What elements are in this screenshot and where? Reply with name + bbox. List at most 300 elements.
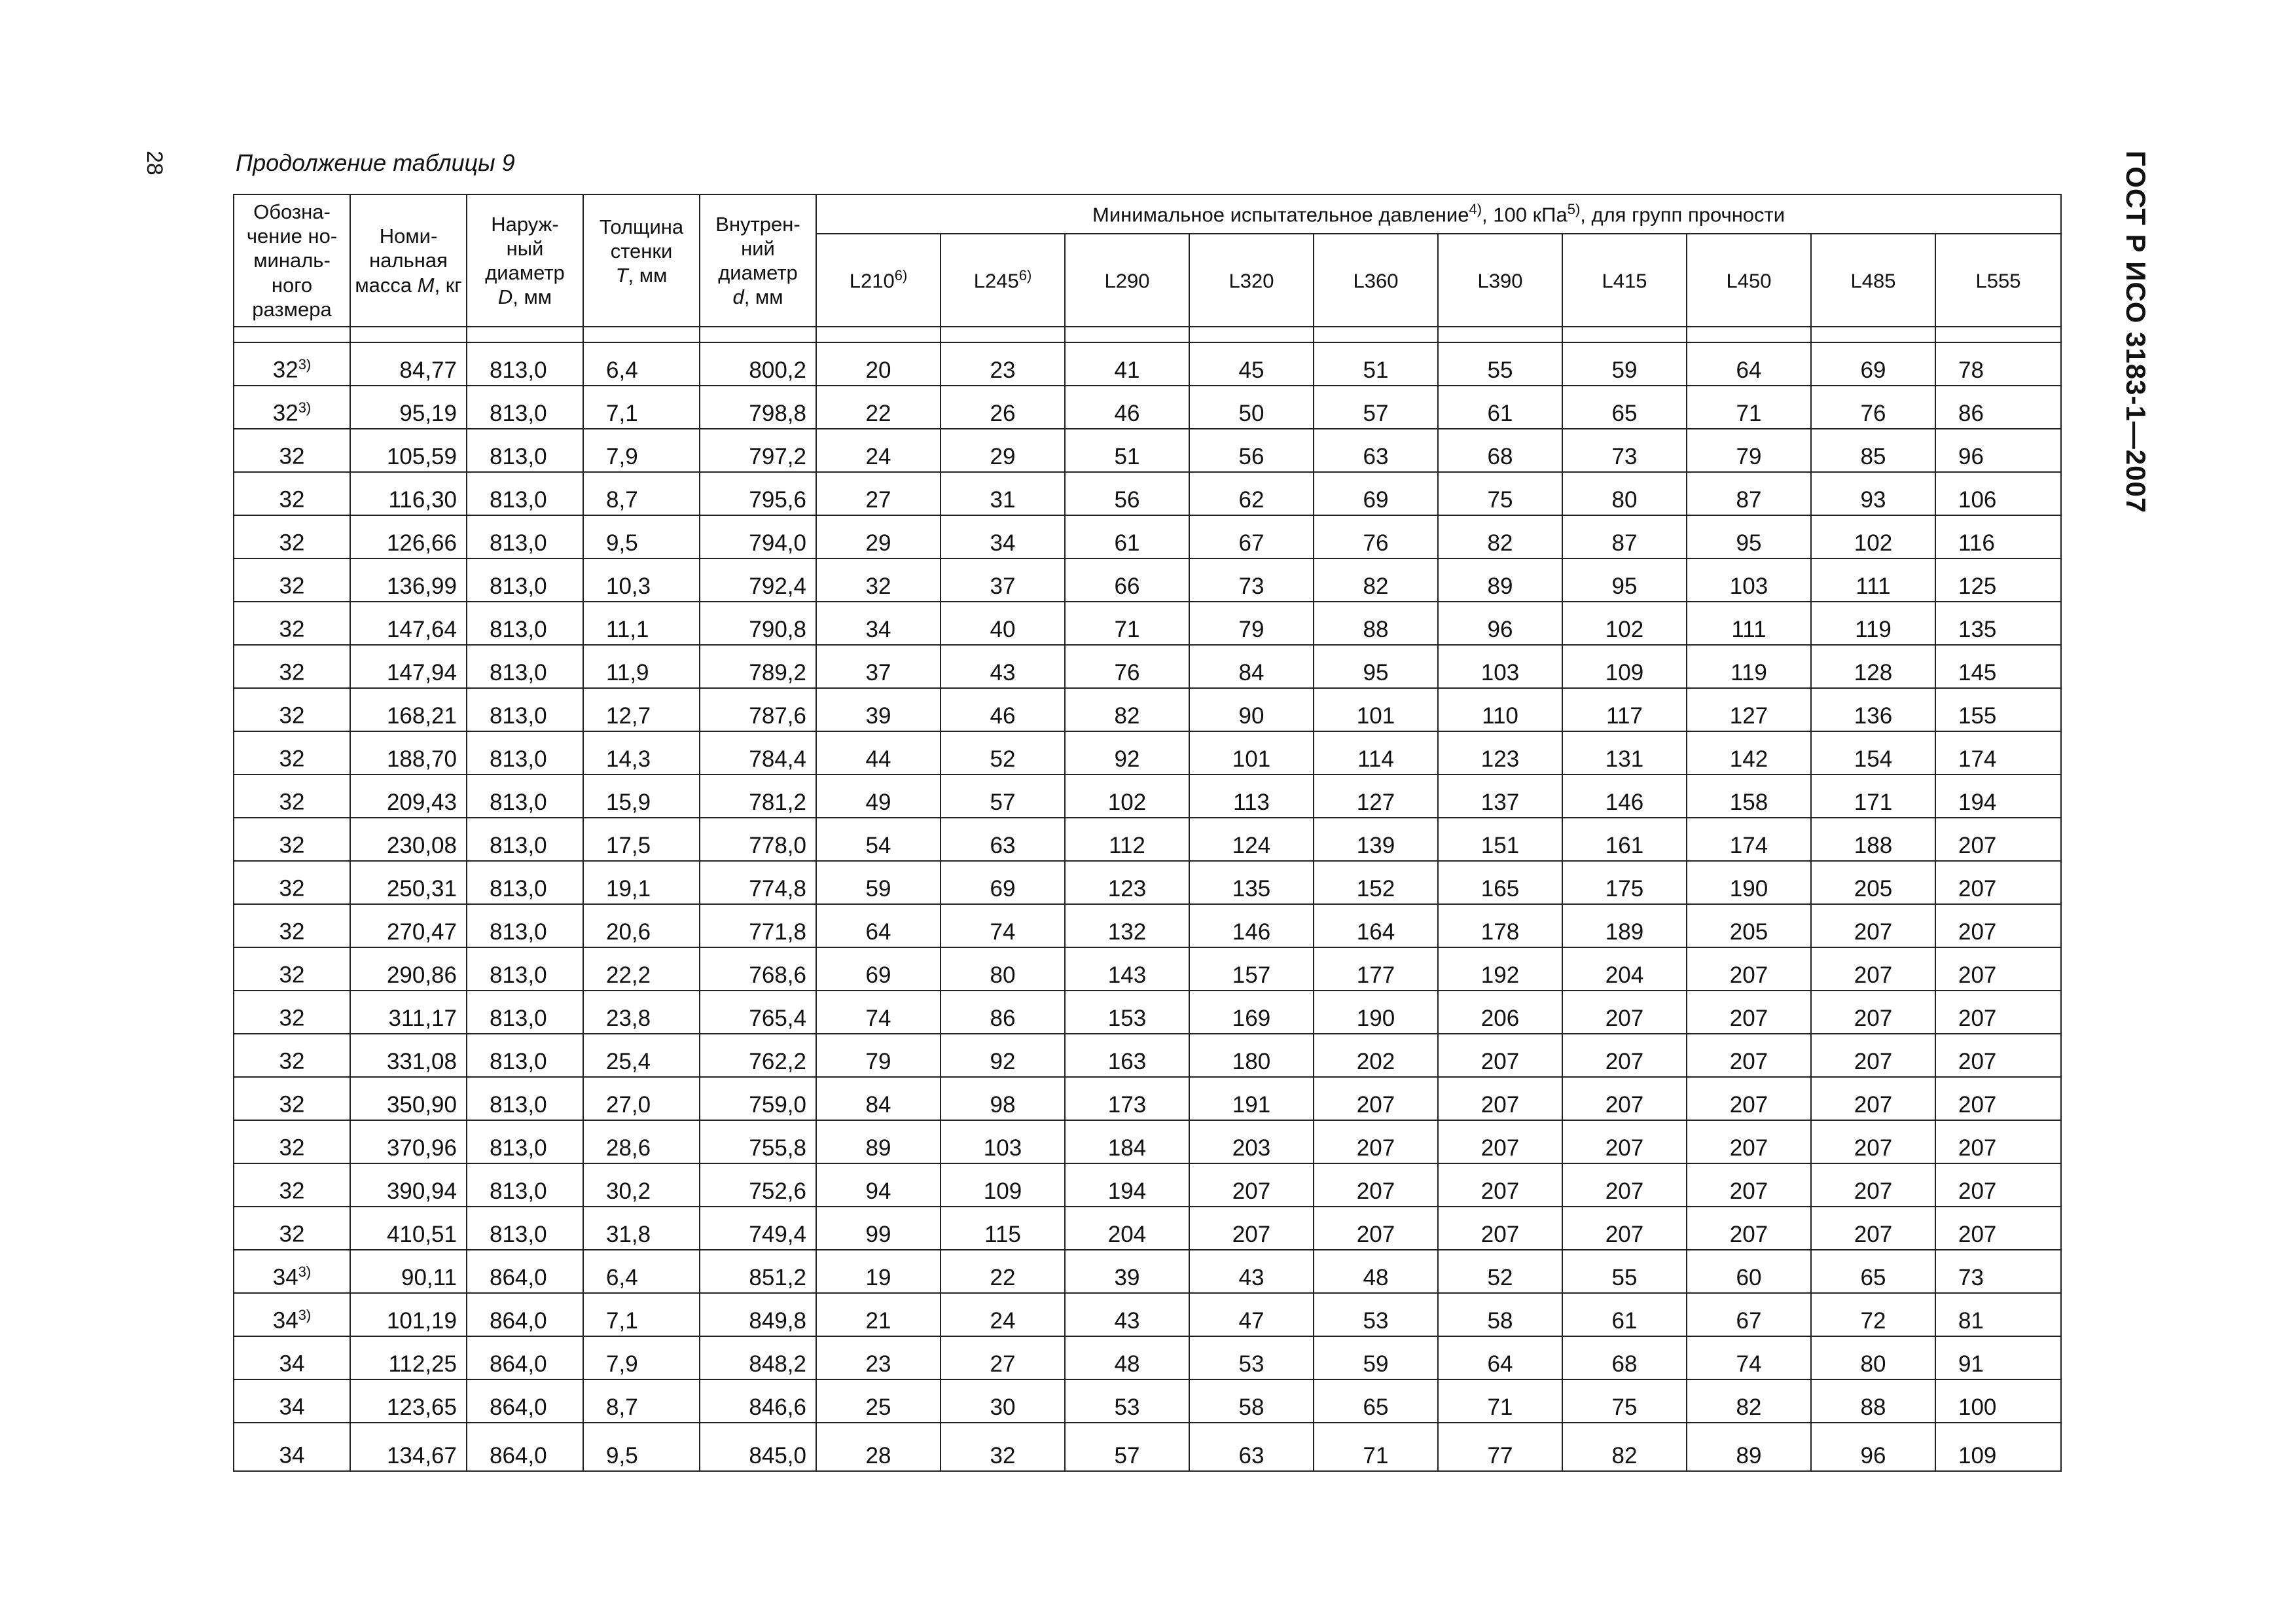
size-value: 32 — [279, 962, 305, 988]
cell-pressure-l555: 145 — [1935, 645, 2061, 688]
header-wall-thickness: Толщина стенки T, мм — [583, 194, 700, 327]
size-value: 32 — [279, 876, 305, 902]
cell-pressure-l360: 127 — [1314, 775, 1438, 818]
cell-mass: 136,99 — [350, 558, 467, 602]
cell-pressure-l485: 207 — [1811, 947, 1935, 991]
cell-pressure-l390: 110 — [1438, 688, 1562, 731]
cell-pressure-l360: 164 — [1314, 904, 1438, 947]
size-footnote: 3) — [298, 1264, 312, 1281]
cell-pressure-l320: 50 — [1189, 386, 1314, 429]
cell-pressure-l555: 100 — [1935, 1379, 2061, 1423]
cell-pressure-l360: 76 — [1314, 515, 1438, 558]
cell-pressure-l555: 207 — [1935, 1120, 2061, 1163]
cell-pressure-l320: 207 — [1189, 1207, 1314, 1250]
cell-mass: 90,11 — [350, 1250, 467, 1293]
table-row — [234, 861, 2061, 904]
cell-pressure-l210: 37 — [816, 645, 941, 688]
size-value: 32 — [279, 1092, 305, 1118]
size-value: 34 — [272, 1265, 298, 1290]
cell-outer-diameter: 813,0 — [467, 947, 583, 991]
cell-pressure-l415: 95 — [1562, 558, 1687, 602]
cell-pressure-l390: 207 — [1438, 1207, 1562, 1250]
cell-pressure-l245: 29 — [941, 429, 1065, 472]
cell-pressure-l245: 98 — [941, 1077, 1065, 1120]
cell-pressure-l450: 207 — [1687, 1163, 1811, 1207]
cell-pressure-l320: 47 — [1189, 1293, 1314, 1336]
header-mass: Номи- нальная масса M, кг — [350, 194, 467, 327]
table-row — [234, 688, 2061, 731]
cell-pressure-l415: 65 — [1562, 386, 1687, 429]
size-value: 32 — [272, 357, 298, 383]
cell-pressure-l450: 67 — [1687, 1293, 1811, 1336]
cell-pressure-l415: 207 — [1562, 1077, 1687, 1120]
cell-wall-thickness: 9,5 — [583, 1423, 700, 1471]
cell-pressure-l555: 207 — [1935, 1034, 2061, 1077]
size-value: 32 — [279, 1222, 305, 1247]
cell-size — [234, 1423, 350, 1471]
cell-wall-thickness: 30,2 — [583, 1163, 700, 1207]
cell-size — [234, 1336, 350, 1379]
cell-inner-diameter: 755,8 — [700, 1120, 816, 1163]
cell-pressure-l290: 61 — [1065, 515, 1189, 558]
cell-pressure-l415: 109 — [1562, 645, 1687, 688]
cell-pressure-l390: 206 — [1438, 991, 1562, 1034]
header-grade-l290: L290 — [1065, 234, 1189, 327]
cell-pressure-l450: 207 — [1687, 991, 1811, 1034]
cell-pressure-l210: 49 — [816, 775, 941, 818]
cell-wall-thickness: 31,8 — [583, 1207, 700, 1250]
cell-pressure-l390: 192 — [1438, 947, 1562, 991]
cell-pressure-l320: 45 — [1189, 342, 1314, 386]
table-row — [234, 515, 2061, 558]
cell-pressure-l485: 207 — [1811, 904, 1935, 947]
cell-pressure-l320: 67 — [1189, 515, 1314, 558]
table-row — [234, 645, 2061, 688]
cell-pressure-l415: 207 — [1562, 1120, 1687, 1163]
document-code: ГОСТ Р ИСО 3183-1—2007 — [2121, 151, 2151, 514]
header-grade-l245: L245$^{6)}$ — [941, 234, 1065, 327]
cell-pressure-l555: 207 — [1935, 1163, 2061, 1207]
cell-pressure-l245: 63 — [941, 818, 1065, 861]
cell-pressure-l450: 64 — [1687, 342, 1811, 386]
cell-pressure-l450: 190 — [1687, 861, 1811, 904]
cell-pressure-l320: 90 — [1189, 688, 1314, 731]
cell-pressure-l485: 69 — [1811, 342, 1935, 386]
cell-pressure-l415: 175 — [1562, 861, 1687, 904]
cell-pressure-l555: 96 — [1935, 429, 2061, 472]
cell-pressure-l290: 41 — [1065, 342, 1189, 386]
cell-inner-diameter: 794,0 — [700, 515, 816, 558]
cell-pressure-l290: 204 — [1065, 1207, 1189, 1250]
size-value: 32 — [279, 833, 305, 858]
cell-pressure-l555: 207 — [1935, 991, 2061, 1034]
size-value: 34 — [279, 1443, 305, 1468]
cell-pressure-l390: 178 — [1438, 904, 1562, 947]
cell-pressure-l320: 63 — [1189, 1423, 1314, 1471]
cell-pressure-l555: 81 — [1935, 1293, 2061, 1336]
cell-mass: 230,08 — [350, 818, 467, 861]
cell-pressure-l245: 109 — [941, 1163, 1065, 1207]
cell-pressure-l210: 74 — [816, 991, 941, 1034]
cell-pressure-l485: 136 — [1811, 688, 1935, 731]
cell-pressure-l450: 207 — [1687, 1207, 1811, 1250]
cell-pressure-l555: 125 — [1935, 558, 2061, 602]
cell-outer-diameter: 813,0 — [467, 991, 583, 1034]
cell-pressure-l415: 117 — [1562, 688, 1687, 731]
cell-wall-thickness: 15,9 — [583, 775, 700, 818]
cell-pressure-l415: 68 — [1562, 1336, 1687, 1379]
cell-pressure-l320: 191 — [1189, 1077, 1314, 1120]
cell-pressure-l450: 74 — [1687, 1336, 1811, 1379]
cell-pressure-l415: 59 — [1562, 342, 1687, 386]
cell-pressure-l290: 66 — [1065, 558, 1189, 602]
cell-size — [234, 775, 350, 818]
cell-pressure-l390: 103 — [1438, 645, 1562, 688]
cell-pressure-l485: 207 — [1811, 1163, 1935, 1207]
cell-size — [234, 1163, 350, 1207]
cell-outer-diameter: 813,0 — [467, 731, 583, 775]
cell-pressure-l210: 21 — [816, 1293, 941, 1336]
cell-pressure-l485: 188 — [1811, 818, 1935, 861]
cell-pressure-l360: 71 — [1314, 1423, 1438, 1471]
cell-pressure-l390: 137 — [1438, 775, 1562, 818]
cell-mass: 209,43 — [350, 775, 467, 818]
cell-pressure-l210: 34 — [816, 602, 941, 645]
cell-pressure-l320: 169 — [1189, 991, 1314, 1034]
pressure-table — [233, 194, 2062, 1472]
cell-pressure-l450: 207 — [1687, 1034, 1811, 1077]
cell-pressure-l290: 123 — [1065, 861, 1189, 904]
table-row — [234, 991, 2061, 1034]
table-row — [234, 1163, 2061, 1207]
cell-pressure-l390: 207 — [1438, 1163, 1562, 1207]
table-row — [234, 472, 2061, 515]
cell-pressure-l320: 203 — [1189, 1120, 1314, 1163]
cell-pressure-l290: 51 — [1065, 429, 1189, 472]
cell-pressure-l360: 53 — [1314, 1293, 1438, 1336]
header-grade-l415: L415 — [1562, 234, 1687, 327]
cell-wall-thickness: 7,9 — [583, 429, 700, 472]
size-value: 34 — [279, 1351, 305, 1377]
cell-inner-diameter: 848,2 — [700, 1336, 816, 1379]
cell-pressure-l415: 55 — [1562, 1250, 1687, 1293]
cell-inner-diameter: 778,0 — [700, 818, 816, 861]
size-value: 32 — [279, 1049, 305, 1074]
cell-pressure-l245: 43 — [941, 645, 1065, 688]
cell-pressure-l555: 207 — [1935, 904, 2061, 947]
cell-pressure-l320: 73 — [1189, 558, 1314, 602]
cell-inner-diameter: 781,2 — [700, 775, 816, 818]
cell-pressure-l290: 76 — [1065, 645, 1189, 688]
cell-mass: 168,21 — [350, 688, 467, 731]
cell-mass: 84,77 — [350, 342, 467, 386]
size-footnote: 3) — [298, 356, 312, 373]
cell-wall-thickness: 7,1 — [583, 1293, 700, 1336]
cell-mass: 95,19 — [350, 386, 467, 429]
cell-pressure-l320: 180 — [1189, 1034, 1314, 1077]
cell-pressure-l450: 95 — [1687, 515, 1811, 558]
cell-wall-thickness: 22,2 — [583, 947, 700, 991]
cell-pressure-l210: 69 — [816, 947, 941, 991]
cell-pressure-l415: 75 — [1562, 1379, 1687, 1423]
cell-outer-diameter: 813,0 — [467, 904, 583, 947]
cell-pressure-l485: 80 — [1811, 1336, 1935, 1379]
cell-pressure-l415: 189 — [1562, 904, 1687, 947]
cell-wall-thickness: 8,7 — [583, 1379, 700, 1423]
cell-pressure-l245: 57 — [941, 775, 1065, 818]
cell-pressure-l555: 207 — [1935, 1077, 2061, 1120]
cell-inner-diameter: 797,2 — [700, 429, 816, 472]
cell-outer-diameter: 864,0 — [467, 1379, 583, 1423]
cell-inner-diameter: 768,6 — [700, 947, 816, 991]
cell-outer-diameter: 864,0 — [467, 1250, 583, 1293]
cell-pressure-l390: 89 — [1438, 558, 1562, 602]
header-gap-row — [234, 327, 2061, 342]
cell-pressure-l360: 101 — [1314, 688, 1438, 731]
cell-pressure-l390: 151 — [1438, 818, 1562, 861]
cell-inner-diameter: 789,2 — [700, 645, 816, 688]
cell-pressure-l450: 89 — [1687, 1423, 1811, 1471]
size-value: 32 — [279, 919, 305, 945]
cell-mass: 134,67 — [350, 1423, 467, 1471]
cell-pressure-l450: 207 — [1687, 1077, 1811, 1120]
cell-mass: 147,64 — [350, 602, 467, 645]
cell-size — [234, 947, 350, 991]
cell-pressure-l290: 143 — [1065, 947, 1189, 991]
cell-pressure-l360: 190 — [1314, 991, 1438, 1034]
cell-outer-diameter: 813,0 — [467, 472, 583, 515]
cell-pressure-l450: 87 — [1687, 472, 1811, 515]
cell-outer-diameter: 813,0 — [467, 688, 583, 731]
cell-pressure-l485: 154 — [1811, 731, 1935, 775]
table-row — [234, 1379, 2061, 1423]
cell-wall-thickness: 17,5 — [583, 818, 700, 861]
size-value: 32 — [279, 444, 305, 469]
cell-pressure-l485: 72 — [1811, 1293, 1935, 1336]
cell-size — [234, 991, 350, 1034]
cell-pressure-l390: 52 — [1438, 1250, 1562, 1293]
table-caption: Продолжение таблицы 9 — [236, 149, 515, 176]
cell-pressure-l290: 132 — [1065, 904, 1189, 947]
cell-pressure-l360: 51 — [1314, 342, 1438, 386]
table-row — [234, 1207, 2061, 1250]
cell-pressure-l210: 23 — [816, 1336, 941, 1379]
cell-wall-thickness: 7,1 — [583, 386, 700, 429]
cell-pressure-l290: 46 — [1065, 386, 1189, 429]
cell-size — [234, 861, 350, 904]
cell-pressure-l320: 79 — [1189, 602, 1314, 645]
cell-pressure-l555: 91 — [1935, 1336, 2061, 1379]
cell-pressure-l390: 64 — [1438, 1336, 1562, 1379]
cell-pressure-l485: 65 — [1811, 1250, 1935, 1293]
size-value: 32 — [279, 746, 305, 772]
cell-pressure-l210: 89 — [816, 1120, 941, 1163]
cell-pressure-l360: 152 — [1314, 861, 1438, 904]
cell-pressure-l360: 207 — [1314, 1077, 1438, 1120]
cell-pressure-l320: 56 — [1189, 429, 1314, 472]
cell-pressure-l415: 82 — [1562, 1423, 1687, 1471]
cell-pressure-l555: 109 — [1935, 1423, 2061, 1471]
size-footnote: 3) — [298, 399, 312, 416]
cell-inner-diameter: 762,2 — [700, 1034, 816, 1077]
cell-mass: 123,65 — [350, 1379, 467, 1423]
cell-pressure-l245: 31 — [941, 472, 1065, 515]
cell-pressure-l485: 207 — [1811, 1120, 1935, 1163]
cell-outer-diameter: 813,0 — [467, 1207, 583, 1250]
cell-pressure-l320: 62 — [1189, 472, 1314, 515]
size-value: 32 — [279, 1006, 305, 1031]
header-size: Обозна- чение но- миналь- ного размера — [234, 194, 350, 327]
cell-outer-diameter: 864,0 — [467, 1293, 583, 1336]
cell-pressure-l415: 146 — [1562, 775, 1687, 818]
cell-inner-diameter: 851,2 — [700, 1250, 816, 1293]
cell-pressure-l290: 173 — [1065, 1077, 1189, 1120]
cell-pressure-l245: 22 — [941, 1250, 1065, 1293]
cell-pressure-l210: 94 — [816, 1163, 941, 1207]
cell-pressure-l555: 207 — [1935, 947, 2061, 991]
cell-outer-diameter: 813,0 — [467, 861, 583, 904]
cell-pressure-l320: 113 — [1189, 775, 1314, 818]
cell-mass: 270,47 — [350, 904, 467, 947]
cell-size — [234, 904, 350, 947]
cell-pressure-l450: 111 — [1687, 602, 1811, 645]
cell-size — [234, 818, 350, 861]
table-row — [234, 775, 2061, 818]
cell-pressure-l245: 26 — [941, 386, 1065, 429]
cell-pressure-l415: 207 — [1562, 1207, 1687, 1250]
cell-outer-diameter: 813,0 — [467, 775, 583, 818]
size-value: 32 — [272, 401, 298, 426]
size-value: 32 — [279, 487, 305, 513]
cell-outer-diameter: 813,0 — [467, 1034, 583, 1077]
cell-pressure-l555: 155 — [1935, 688, 2061, 731]
cell-pressure-l485: 207 — [1811, 1034, 1935, 1077]
cell-pressure-l245: 69 — [941, 861, 1065, 904]
cell-wall-thickness: 27,0 — [583, 1077, 700, 1120]
cell-pressure-l450: 60 — [1687, 1250, 1811, 1293]
cell-size — [234, 1077, 350, 1120]
cell-pressure-l210: 44 — [816, 731, 941, 775]
cell-pressure-l415: 207 — [1562, 1163, 1687, 1207]
cell-pressure-l245: 24 — [941, 1293, 1065, 1336]
size-value: 32 — [279, 530, 305, 556]
cell-pressure-l210: 32 — [816, 558, 941, 602]
cell-pressure-l290: 163 — [1065, 1034, 1189, 1077]
cell-wall-thickness: 12,7 — [583, 688, 700, 731]
cell-outer-diameter: 813,0 — [467, 386, 583, 429]
cell-pressure-l390: 96 — [1438, 602, 1562, 645]
cell-pressure-l290: 71 — [1065, 602, 1189, 645]
table-row — [234, 1120, 2061, 1163]
cell-wall-thickness: 8,7 — [583, 472, 700, 515]
cell-pressure-l245: 52 — [941, 731, 1065, 775]
cell-pressure-l245: 34 — [941, 515, 1065, 558]
cell-pressure-l555: 106 — [1935, 472, 2061, 515]
cell-pressure-l210: 79 — [816, 1034, 941, 1077]
cell-size — [234, 731, 350, 775]
cell-mass: 390,94 — [350, 1163, 467, 1207]
cell-pressure-l360: 95 — [1314, 645, 1438, 688]
cell-pressure-l390: 207 — [1438, 1077, 1562, 1120]
cell-inner-diameter: 752,6 — [700, 1163, 816, 1207]
cell-outer-diameter: 813,0 — [467, 818, 583, 861]
cell-wall-thickness: 25,4 — [583, 1034, 700, 1077]
cell-inner-diameter: 849,8 — [700, 1293, 816, 1336]
table-row — [234, 1423, 2061, 1471]
cell-wall-thickness: 20,6 — [583, 904, 700, 947]
cell-pressure-l210: 27 — [816, 472, 941, 515]
cell-pressure-l360: 88 — [1314, 602, 1438, 645]
cell-pressure-l555: 86 — [1935, 386, 2061, 429]
cell-pressure-l210: 20 — [816, 342, 941, 386]
cell-wall-thickness: 6,4 — [583, 1250, 700, 1293]
cell-pressure-l390: 61 — [1438, 386, 1562, 429]
cell-pressure-l450: 71 — [1687, 386, 1811, 429]
cell-size — [234, 1034, 350, 1077]
cell-size — [234, 515, 350, 558]
cell-pressure-l210: 29 — [816, 515, 941, 558]
cell-outer-diameter: 813,0 — [467, 558, 583, 602]
cell-pressure-l360: 57 — [1314, 386, 1438, 429]
table-row — [234, 731, 2061, 775]
table-row — [234, 1250, 2061, 1293]
table-row — [234, 602, 2061, 645]
cell-pressure-l555: 207 — [1935, 1207, 2061, 1250]
cell-pressure-l290: 43 — [1065, 1293, 1189, 1336]
cell-pressure-l485: 76 — [1811, 386, 1935, 429]
cell-pressure-l290: 82 — [1065, 688, 1189, 731]
cell-pressure-l245: 40 — [941, 602, 1065, 645]
size-value: 32 — [279, 703, 305, 729]
cell-outer-diameter: 813,0 — [467, 1077, 583, 1120]
cell-wall-thickness: 10,3 — [583, 558, 700, 602]
cell-size — [234, 1207, 350, 1250]
cell-pressure-l320: 53 — [1189, 1336, 1314, 1379]
cell-pressure-l390: 68 — [1438, 429, 1562, 472]
cell-pressure-l245: 32 — [941, 1423, 1065, 1471]
cell-wall-thickness: 7,9 — [583, 1336, 700, 1379]
cell-pressure-l360: 202 — [1314, 1034, 1438, 1077]
cell-mass: 126,66 — [350, 515, 467, 558]
cell-mass: 370,96 — [350, 1120, 467, 1163]
cell-pressure-l485: 85 — [1811, 429, 1935, 472]
cell-size — [234, 429, 350, 472]
cell-pressure-l290: 57 — [1065, 1423, 1189, 1471]
cell-pressure-l360: 207 — [1314, 1207, 1438, 1250]
cell-pressure-l320: 135 — [1189, 861, 1314, 904]
header-grade-l390: L390 — [1438, 234, 1562, 327]
cell-outer-diameter: 813,0 — [467, 1163, 583, 1207]
cell-pressure-l390: 58 — [1438, 1293, 1562, 1336]
cell-pressure-l485: 93 — [1811, 472, 1935, 515]
cell-outer-diameter: 813,0 — [467, 429, 583, 472]
cell-pressure-l320: 43 — [1189, 1250, 1314, 1293]
size-value: 32 — [279, 1135, 305, 1161]
size-value: 34 — [279, 1395, 305, 1420]
size-value: 32 — [279, 1178, 305, 1204]
cell-mass: 112,25 — [350, 1336, 467, 1379]
cell-mass: 311,17 — [350, 991, 467, 1034]
table-row — [234, 1336, 2061, 1379]
header-pressure: Минимальное испытательное давление$^{4)}$, 100 кПа$^{5)}$, для групп прочности — [816, 194, 2061, 234]
table-row — [234, 429, 2061, 472]
cell-size — [234, 1293, 350, 1336]
cell-mass: 290,86 — [350, 947, 467, 991]
cell-pressure-l245: 92 — [941, 1034, 1065, 1077]
cell-pressure-l390: 71 — [1438, 1379, 1562, 1423]
cell-pressure-l555: 116 — [1935, 515, 2061, 558]
cell-size — [234, 472, 350, 515]
